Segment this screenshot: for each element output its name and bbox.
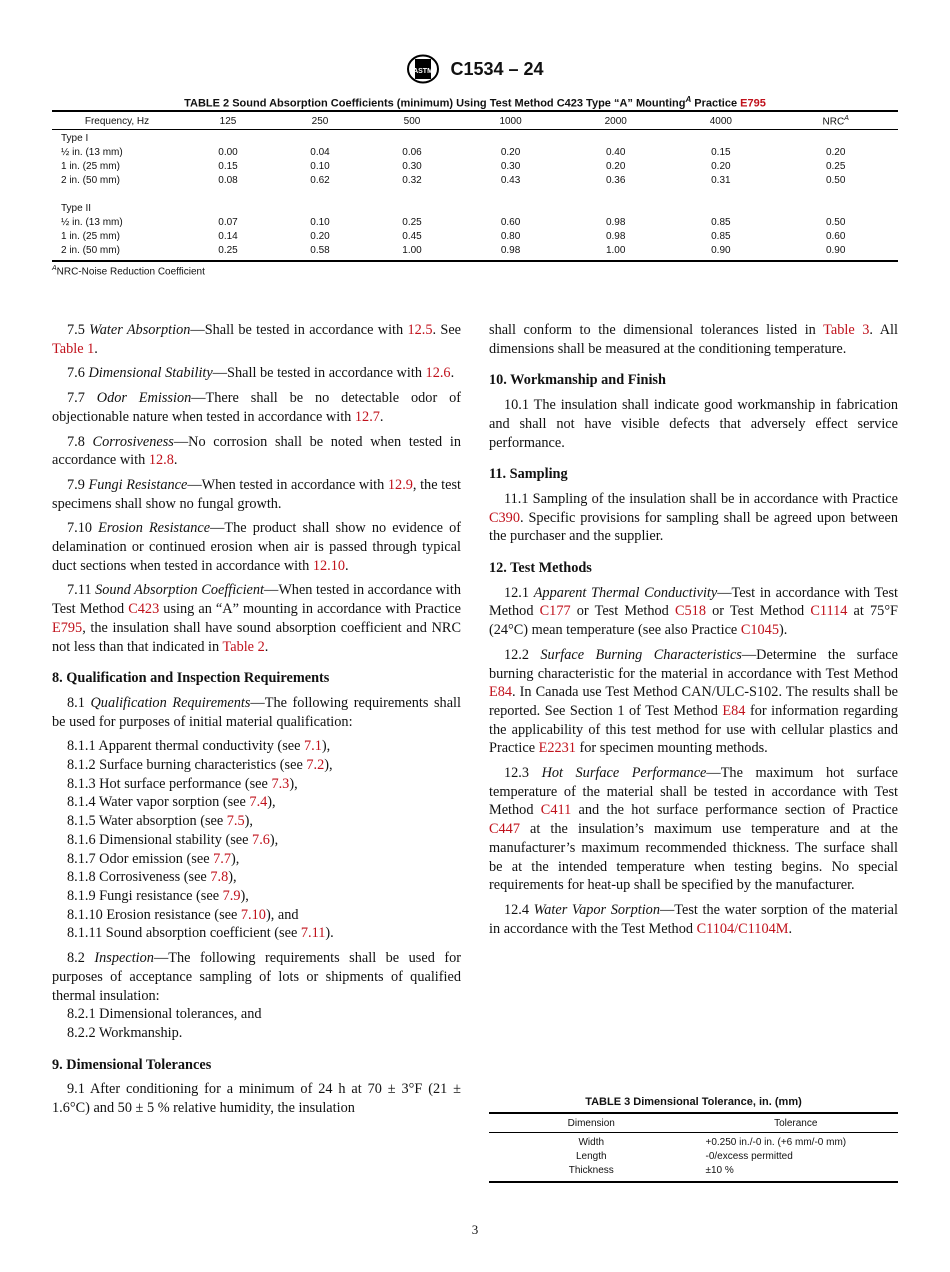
col-header-125: 125: [182, 111, 274, 130]
col-header-250: 250: [274, 111, 366, 130]
page-number: 3: [471, 1222, 479, 1237]
list-item: 8.2.2 Workmanship.: [67, 1024, 183, 1041]
ref-e795[interactable]: E795: [52, 619, 83, 636]
table-spacer-row: [52, 188, 898, 202]
ref-c447[interactable]: C447: [489, 821, 520, 838]
ref-c518[interactable]: C518: [674, 603, 706, 620]
ref-7-5[interactable]: 7.5: [226, 813, 245, 830]
list-item: 8.1.6 Dimensional stability (see 7.6),: [67, 831, 279, 848]
section-9-1-continued: shall conform to the dimensional tolerances listed in Table 3. All dimensions shall be measured at the conditioning temperature.: [489, 322, 898, 357]
table-row: 2 in. (50 mm) 0.25 0.58 1.00 0.98 1.00 0.90 0.90: [52, 244, 898, 261]
list-item: 8.1.10 Erosion resistance (see 7.10), and: [67, 906, 299, 923]
table-row: 1 in. (25 mm) 0.15 0.10 0.30 0.30 0.20 0.20 0.25: [61, 161, 846, 173]
table2-sound-absorption: [52, 110, 898, 262]
section-8-2: 8.2 Inspection—The following requirements shall be used for purposes of acceptance sampling of lots or shipments of qualified thermal insulation:: [52, 950, 461, 1004]
ref-12-8[interactable]: 12.8: [148, 452, 174, 469]
ref-12-5[interactable]: 12.5: [407, 322, 433, 338]
ref-7-3[interactable]: 7.3: [271, 775, 290, 792]
section-7-11: 7.11 Sound Absorption Coefficient—When tested in accordance with Test Method C423 using an “A” mounting in accordance with Practice E795, the insulation shall have sound absorption coefficient and NRC not less than that indicated in Table 2.: [52, 582, 461, 655]
heading-section-9: 9. Dimensional Tolerances: [52, 1056, 212, 1073]
table3-header-row: [489, 1113, 898, 1133]
table-row: 1 in. (25 mm) 0.14 0.20 0.45 0.80 0.98 0.85 0.60: [61, 231, 846, 243]
section-7-8: 7.8 Corrosiveness—No corrosion shall be noted when tested in accordance with 12.8.: [52, 433, 461, 469]
ref-c1104[interactable]: C1104/C1104M: [696, 920, 789, 937]
section-9-1: 9.1 After conditioning for a minimum of 24 h at 70 ± 3°F (21 ± 1.6°C) and 50 ± 5 % relative humidity, the insulation: [52, 1081, 461, 1117]
section-7-10: 7.10 Erosion Resistance—The product shall show no evidence of delamination or continued erosion when air is passed through typical duct sections when tested in accordance with 12.10.: [52, 520, 461, 574]
list-item: 8.2.1 Dimensional tolerances, and: [67, 1006, 262, 1023]
list-item: 8.1.9 Fungi resistance (see 7.9),: [67, 887, 249, 904]
ref-12-7[interactable]: 12.7: [354, 408, 380, 425]
table-row: ½ in. (13 mm) 0.00 0.04 0.06 0.20 0.40 0.15 0.20: [61, 147, 846, 159]
ref-c1045[interactable]: C1045: [740, 622, 779, 639]
col-header-1000: 1000: [458, 111, 563, 130]
ref-7-2[interactable]: 7.2: [306, 757, 325, 774]
col-header-nrc: $NRC^A$: [773, 111, 898, 130]
list-item: 8.1.8 Corrosiveness (see 7.8),: [67, 869, 237, 886]
logo-text: ASTM: [413, 68, 434, 75]
list-item: 8.1.2 Surface burning characteristics (see 7.2),: [67, 757, 333, 774]
heading-section-12: 12. Test Methods: [489, 560, 592, 577]
table3-title: TABLE 3 Dimensional Tolerance, in. (mm): [585, 1096, 802, 1108]
document-designation: C1534 – 24: [450, 58, 544, 79]
list-8-2: [52, 1005, 461, 1042]
ref-7-9[interactable]: 7.9: [222, 887, 241, 904]
section-7-5: 7.5 Water Absorption—Shall be tested in accordance with 12.5. See Table 1.: [52, 322, 462, 357]
list-item: 8.1.7 Odor emission (see 7.7),: [67, 850, 240, 867]
ref-e84[interactable]: E84: [489, 684, 513, 701]
ref-c1114[interactable]: C1114: [810, 603, 848, 620]
ref-e2231[interactable]: E2231: [538, 740, 576, 757]
col-header-4000: 4000: [668, 111, 773, 130]
list-8-1: [52, 737, 461, 943]
table-row: ½ in. (13 mm) 0.07 0.10 0.25 0.60 0.98 0.85 0.50: [61, 217, 846, 229]
ref-7-7[interactable]: 7.7: [213, 850, 231, 867]
table-row: Thickness ±10 %: [489, 1164, 898, 1182]
ref-7-1[interactable]: 7.1: [304, 738, 322, 755]
section-12-3: 12.3 Hot Surface Performance—The maximum hot surface temperature of the material shall be tested in accordance with Test Method C411 and the hot surface performance section of Practice C447 at the insulation’s maximum use temperature and at the manufacturer’s maximum recommended thickness. The surface shall be at the intended temperature when testing begins. No special requirements for heat-up shall be specified by the manufacturer.: [489, 765, 899, 894]
col-header-frequency: Frequency, Hz: [52, 111, 182, 130]
ref-7-11[interactable]: 7.11: [300, 925, 326, 942]
ref-12-6[interactable]: 12.6: [425, 365, 451, 382]
ref-c177[interactable]: C177: [539, 603, 571, 620]
ref-7-4[interactable]: 7.4: [249, 794, 268, 811]
ref-c390[interactable]: C390: [489, 509, 520, 526]
table-row: 2 in. (50 mm) 0.08 0.62 0.32 0.43 0.36 0.31 0.50: [61, 175, 846, 187]
table-row: Type II: [61, 203, 92, 215]
ref-e84-second[interactable]: E84: [722, 702, 746, 719]
left-column: [52, 321, 461, 1124]
section-7-9: 7.9 Fungi Resistance—When tested in accordance with 12.9, the test specimens shall show no fungal growth.: [52, 476, 461, 512]
heading-section-8: 8. Qualification and Inspection Requirements: [52, 670, 330, 687]
table-row: Type I: [61, 133, 89, 145]
table3-dimensional-tolerance: [489, 1112, 898, 1183]
table2-title: TABLE 2 Sound Absorption Coefficients (minimum) Using Test Method C423 Type “A” Mounting$^A$ Practice E795: [184, 95, 766, 110]
section-12-2: 12.2 Surface Burning Characteristics—Determine the surface burning characteristic for the material in accordance with Test Method E84. In Canada use Test Method CAN/ULC-S102. The results shall be reported. See Section 1 of Test Method E84 for information regarding the applicability of this test method for use with cellular plastics and Practice E2231 for specimen mounting methods.: [489, 646, 898, 757]
heading-section-10: 10. Workmanship and Finish: [489, 372, 666, 389]
ref-table-1[interactable]: Table 1: [52, 340, 95, 357]
ref-12-9[interactable]: 12.9: [387, 476, 413, 493]
ref-table-2[interactable]: Table 2: [222, 638, 265, 655]
list-item: 8.1.3 Hot surface performance (see 7.3),: [67, 775, 298, 792]
astm-logo-icon: [406, 54, 440, 84]
ref-12-10[interactable]: 12.10: [312, 557, 345, 574]
list-item: 8.1.4 Water vapor sorption (see 7.4),: [67, 794, 276, 811]
list-item: 8.1.5 Water absorption (see 7.5),: [67, 813, 253, 830]
table2-footnote: $^A$NRC-Noise Reduction Coefficient: [52, 265, 205, 278]
right-column: [489, 321, 898, 944]
table-row: Width +0.250 in./-0 in. (+6 mm/-0 mm): [578, 1137, 847, 1148]
section-8-1: 8.1 Qualification Requirements—The following requirements shall be used for purposes of initial material qualification:: [52, 694, 461, 730]
col-header-2000: 2000: [563, 111, 668, 130]
section-7-6: 7.6 Dimensional Stability—Shall be tested in accordance with 12.6.: [67, 365, 455, 382]
section-12-4: 12.4 Water Vapor Sorption—Test the water sorption of the material in accordance with the Test Method C1104/C1104M.: [489, 901, 898, 937]
ref-7-8[interactable]: 7.8: [210, 869, 229, 886]
page-header: [0, 54, 950, 84]
ref-c423[interactable]: C423: [128, 601, 160, 618]
ref-table-3[interactable]: Table 3: [823, 322, 870, 338]
col-header-dimension: Dimension: [489, 1113, 694, 1133]
heading-section-11: 11. Sampling: [489, 466, 568, 483]
col-header-500: 500: [366, 111, 458, 130]
section-7-7: 7.7 Odor Emission—There shall be no detectable odor of objectionable nature when tested in accordance with 12.7.: [52, 390, 461, 425]
table2-header-row: [52, 111, 898, 130]
section-11-1: 11.1 Sampling of the insulation shall be in accordance with Practice C390. Specific provisions for sampling shall be agreed upon between the purchaser and the supplier.: [489, 490, 898, 545]
table2-ref-e795[interactable]: E795: [740, 97, 766, 110]
table-row: Length -0/excess permitted: [575, 1151, 793, 1162]
list-item: 8.1.11 Sound absorption coefficient (see 7.11).: [67, 925, 334, 942]
ref-7-10[interactable]: 7.10: [240, 906, 266, 923]
ref-c411[interactable]: C411: [540, 802, 572, 819]
list-item: 8.1.1 Apparent thermal conductivity (see 7.1),: [67, 738, 331, 755]
section-12-1: 12.1 Apparent Thermal Conductivity—Test in accordance with Test Method C177 or Test Method C518 or Test Method C1114 at 75°F (24°C) mean temperature (see also Practice C1045).: [489, 584, 899, 639]
section-10-1: 10.1 The insulation shall indicate good workmanship in fabrication and shall not have visible defects that adversely effect service performance.: [489, 397, 898, 451]
col-header-tolerance: Tolerance: [694, 1113, 899, 1133]
ref-7-6[interactable]: 7.6: [252, 831, 270, 848]
